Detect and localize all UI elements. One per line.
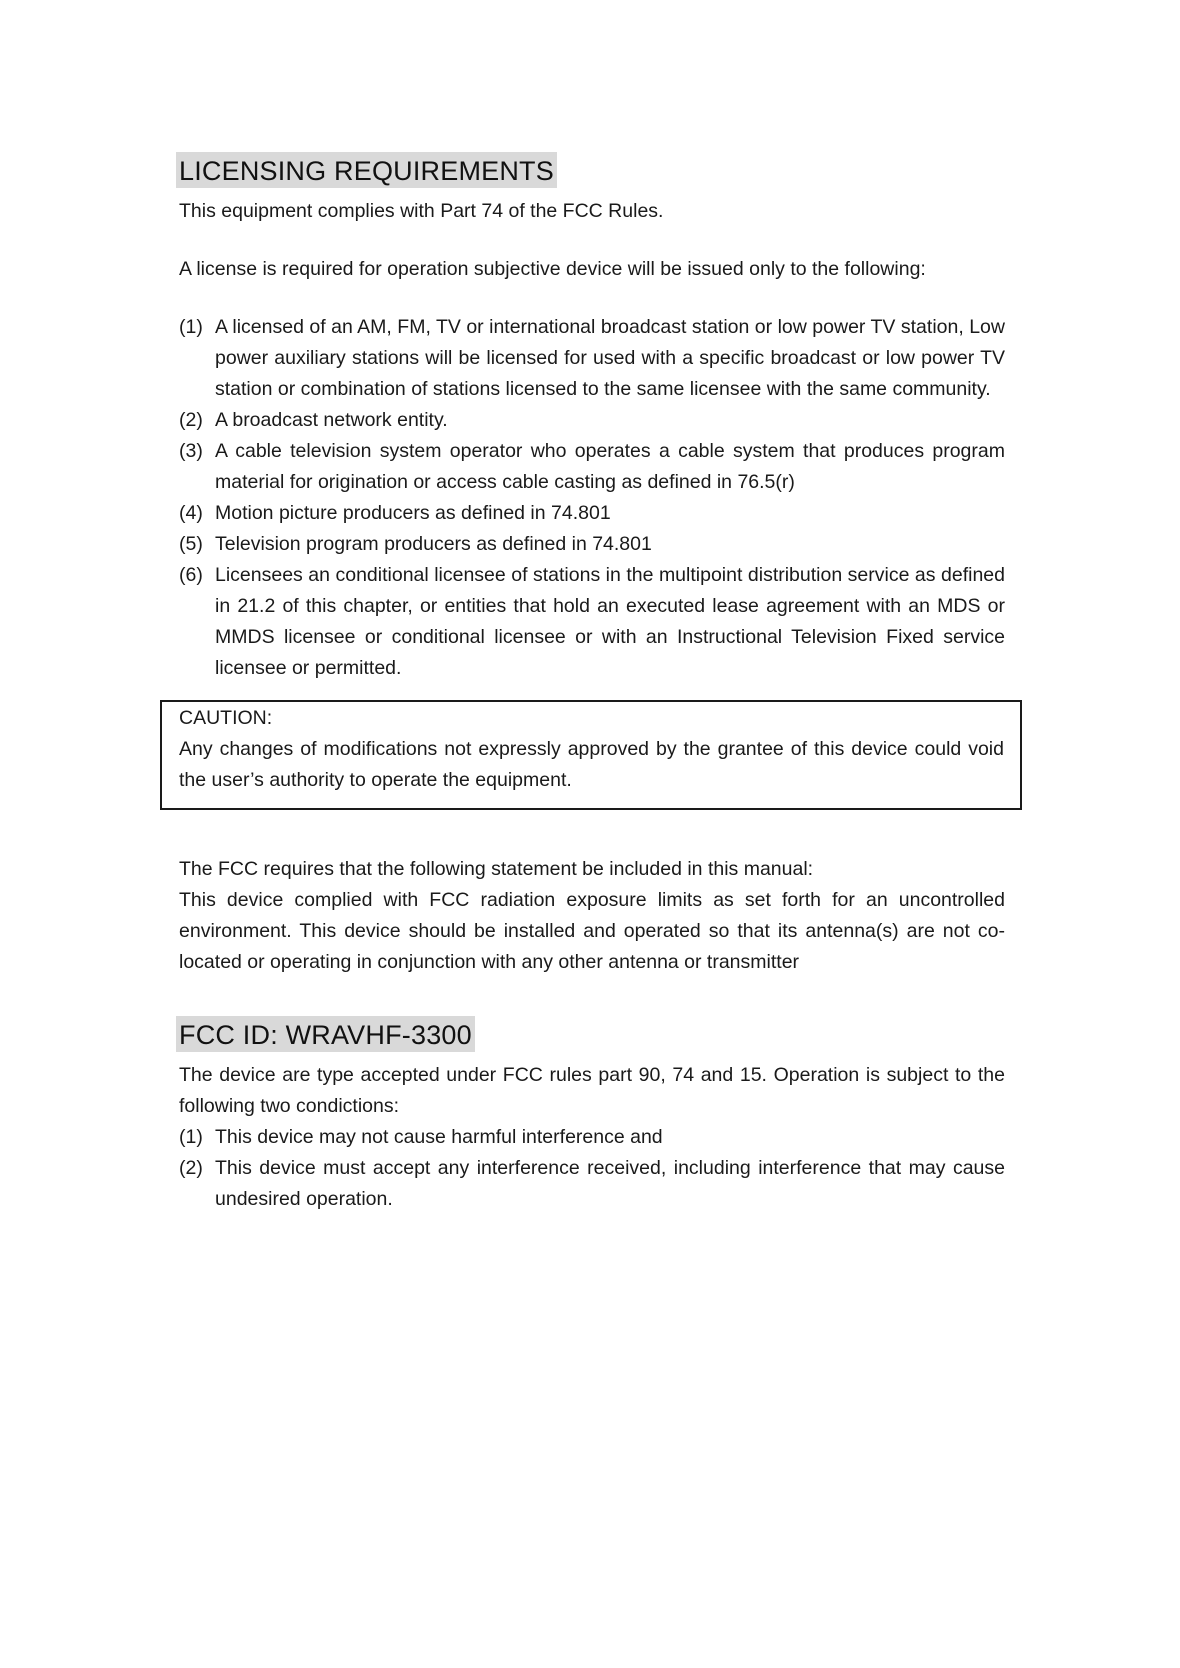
fcc-conditions-list (179, 1122, 1005, 1215)
document-content (179, 152, 1005, 1215)
fcc-id-heading: FCC ID: WRAVHF-3300 (176, 1016, 475, 1052)
list-item (179, 312, 1005, 405)
list-item-number: (3) (179, 440, 203, 462)
list-item (179, 1153, 1005, 1215)
list-item-number: (6) (179, 564, 203, 586)
list-item-number: (2) (179, 1157, 203, 1179)
list-item-text: A cable television system operator who operates a cable system that produces program material for origination or access cable casting as defined in 76.5(r) (215, 440, 1005, 493)
fcc-statement-text: This device complied with FCC radiation exposure limits as set forth for an uncontrolled environment. This device should be installed and operated so that its antenna(s) are not co-located or operating in conjunction with any other antenna or transmitter (179, 889, 1005, 973)
list-item-text: This device may not cause harmful interference and (215, 1126, 663, 1148)
list-item-text: A licensed of an AM, FM, TV or international broadcast station or low power TV station, Low power auxiliary stations will be licensed for used with a specific broadcast or low power TV station or combination of stations licensed to the same licensee with the same community. (215, 316, 1005, 400)
list-item-number: (4) (179, 502, 203, 524)
list-item (179, 498, 1005, 529)
list-item (179, 1122, 1005, 1153)
list-item-number: (5) (179, 533, 203, 555)
list-item-text: Motion picture producers as defined in 74.801 (215, 502, 611, 524)
caution-text: Any changes of modifications not expressly approved by the grantee of this device could void the user’s authority to operate the equipment. (179, 738, 1004, 791)
list-item-number: (1) (179, 316, 203, 338)
list-item-text: Television program producers as defined in 74.801 (215, 533, 652, 555)
list-item-text: This device must accept any interference received, including interference that may cause undesired operation. (215, 1157, 1005, 1210)
caution-box (160, 700, 1022, 810)
list-item (179, 405, 1005, 436)
fcc-statement-intro: The FCC requires that the following statement be included in this manual: (179, 858, 814, 880)
license-intro: A license is required for operation subjective device will be issued only to the following: (179, 258, 926, 280)
fcc-id-text: The device are type accepted under FCC rules part 90, 74 and 15. Operation is subject to the following two condictions: (179, 1064, 1005, 1117)
list-item-text: A broadcast network entity. (215, 409, 448, 431)
caution-title: CAUTION: (179, 707, 273, 729)
list-item (179, 436, 1005, 498)
licensing-list (179, 312, 1005, 684)
licensing-intro: This equipment complies with Part 74 of the FCC Rules. (179, 200, 664, 222)
list-item (179, 529, 1005, 560)
list-item-number: (2) (179, 409, 203, 431)
list-item-text: Licensees an conditional licensee of stations in the multipoint distribution service as defined in 21.2 of this chapter, or entities that hold an executed lease agreement with an MDS or MMDS licensee or conditional licensee or with an Instructional Television Fixed service licensee or permitted. (215, 564, 1005, 679)
list-item (179, 560, 1005, 684)
list-item-number: (1) (179, 1126, 203, 1148)
licensing-heading: LICENSING REQUIREMENTS (176, 152, 557, 188)
